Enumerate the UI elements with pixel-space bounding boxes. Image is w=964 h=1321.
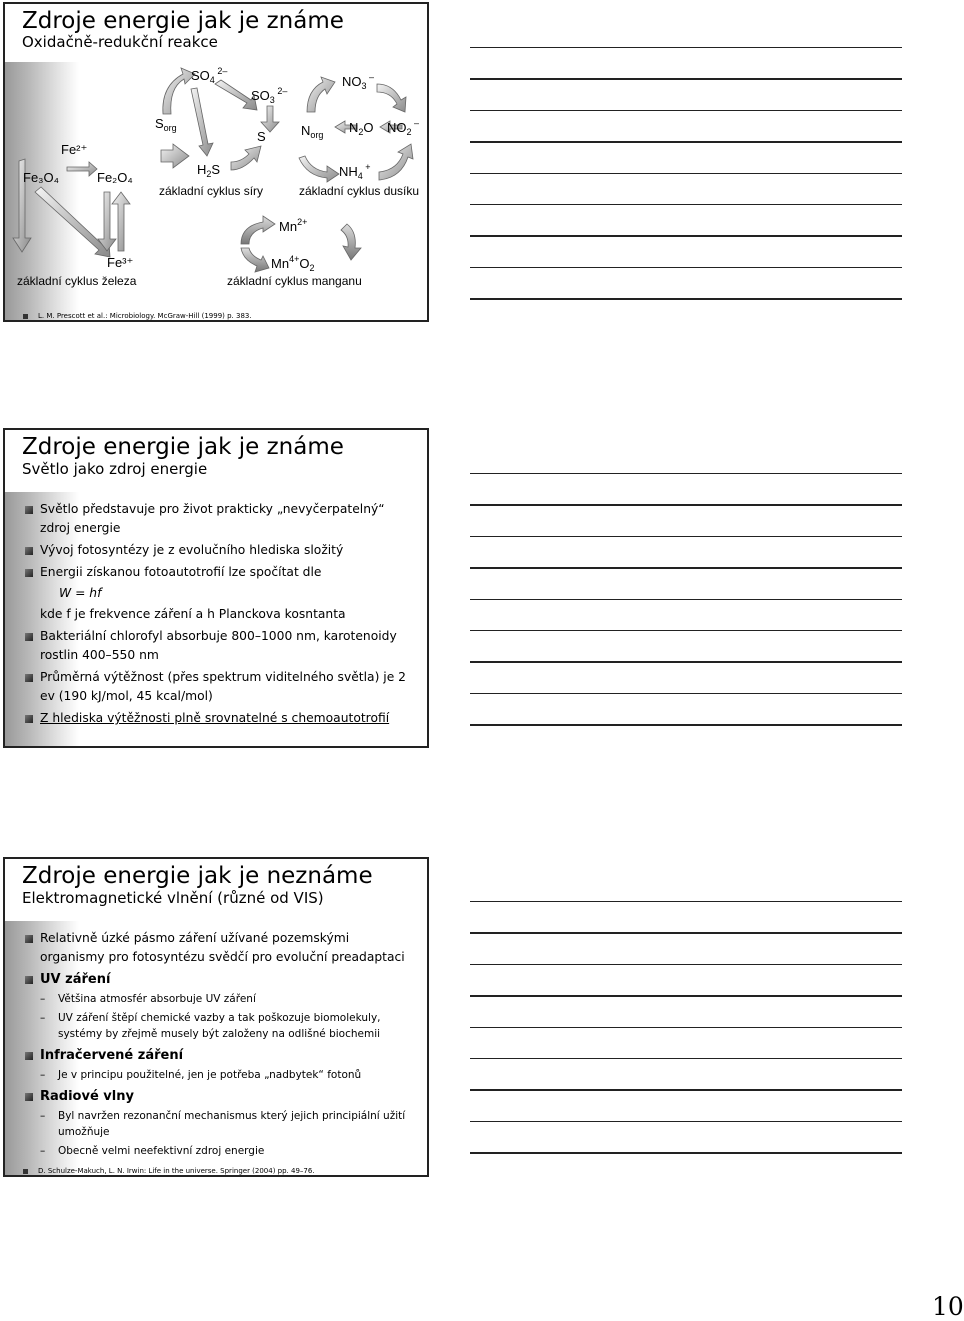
bullet-item: Energii získanou fotoautotrofií lze spočítat dle bbox=[23, 563, 417, 582]
slide-body bbox=[23, 929, 417, 1159]
nitrogen-cycle-caption: základní cyklus dusíku bbox=[299, 184, 420, 198]
mn2-label: $Mn^{2+}$ bbox=[279, 217, 308, 234]
h2s-label: $H_2S$ bbox=[197, 162, 221, 179]
no3-label: $NO_3$ – bbox=[342, 72, 375, 91]
mn4o2-label: $Mn^{4+}O_2$ bbox=[271, 254, 315, 273]
formula-note: kde f je frekvence záření a h Planckova kosntanta bbox=[40, 607, 346, 621]
sub-item: – Obecně velmi neefektivní zdroj energie bbox=[23, 1143, 417, 1159]
slide-light-energy bbox=[3, 428, 429, 748]
slide-title: Zdroje energie jak je známe bbox=[22, 434, 344, 460]
nh4-label: $NH_4$ + bbox=[339, 162, 371, 181]
slide-subtitle: Světlo jako zdroj energie bbox=[22, 460, 208, 478]
slide-title: Zdroje energie jak je známe bbox=[22, 8, 344, 34]
notes-lines-2 bbox=[470, 473, 902, 726]
s-label: S bbox=[257, 129, 266, 144]
iron-cycle-caption: základní cyklus železa bbox=[17, 274, 137, 288]
bullet-item: Z hlediska výtěžnosti plně srovnatelné s chemoautotrofií bbox=[23, 709, 417, 728]
slide-reference: L. M. Prescott et al.: Microbiology. McGraw-Hill (1999) p. 383. bbox=[23, 312, 252, 321]
bullet-item: Relativně úzké pásmo záření užívané pozemskými organismy pro fotosyntézu svědčí pro evoluční preadaptaci bbox=[23, 929, 417, 967]
slide-redox bbox=[3, 2, 429, 322]
bullet-item: Vývoj fotosyntézy je z evolučního hlediska složitý bbox=[23, 541, 417, 560]
bullet-heading: Infračervené záření bbox=[23, 1046, 417, 1065]
sulfur-cycle-arrows bbox=[161, 68, 279, 170]
slide-body bbox=[23, 500, 417, 728]
manganese-cycle-caption: základní cyklus manganu bbox=[227, 274, 362, 288]
sub-item: – UV záření štěpí chemické vazby a tak poškozuje biomolekuly, systémy by zřejmě musely být založeny na odlišné biochemii bbox=[23, 1010, 417, 1042]
so4-label: $SO_4$ $^{2-}$ bbox=[191, 66, 228, 85]
slide-reference: D. Schulze-Makuch, L. N. Irwin: Life in the universe. Springer (2004) pp. 49–76. bbox=[23, 1167, 315, 1176]
slide-title: Zdroje energie jak je neznáme bbox=[22, 863, 373, 889]
sulfur-cycle-caption: základní cyklus síry bbox=[159, 184, 264, 198]
formula: W = hf bbox=[59, 586, 102, 600]
so3-label: $SO_3$ $^{2-}$ bbox=[251, 86, 288, 105]
slide-unknown-energy bbox=[3, 857, 429, 1177]
bullet-heading: Radiové vlny bbox=[23, 1087, 417, 1106]
bullet-item: Světlo představuje pro život prakticky „nevyčerpatelný“ zdroj energie bbox=[23, 500, 417, 538]
notes-lines-1 bbox=[470, 47, 902, 300]
sub-item: – Byl navržen rezonanční mechanismus který jejich principiální užití umožňuje bbox=[23, 1108, 417, 1140]
bullet-heading: UV záření bbox=[23, 970, 417, 989]
sub-item: – Většina atmosfér absorbuje UV záření bbox=[23, 991, 417, 1007]
bullet-item: Bakteriální chlorofyl absorbuje 800–1000 nm, karotenoidy rostlin 400–550 nm bbox=[23, 627, 417, 665]
fe3plus-label: Fe³⁺ bbox=[107, 255, 134, 270]
bullet-item: Průměrná výtěžnost (přes spektrum viditelného světla) je 2 ev (190 kJ/mol, 45 kcal/mol) bbox=[23, 668, 417, 706]
page-number: 10 bbox=[932, 1292, 964, 1321]
sorg-label: $S_{org}$ bbox=[155, 116, 177, 133]
notes-lines-3 bbox=[470, 901, 902, 1154]
fe2o4-label: Fe₂O₄ bbox=[97, 170, 133, 185]
redox-cycles-diagram bbox=[5, 4, 431, 324]
no2-label: $NO_2$ – bbox=[387, 118, 420, 137]
fe3o4-label: Fe₃O₄ bbox=[23, 170, 59, 185]
n2o-label: $N_2O$ bbox=[349, 120, 374, 137]
sub-item: – Je v principu použitelné, jen je potřeba „nadbytek“ fotonů bbox=[23, 1067, 417, 1083]
slide-subtitle: Elektromagnetické vlnění (různé od VIS) bbox=[22, 889, 324, 907]
fe2plus-label: Fe²⁺ bbox=[61, 142, 88, 157]
slide-subtitle: Oxidačně-redukční reakce bbox=[22, 33, 218, 51]
norg-label: $N_{org}$ bbox=[301, 123, 324, 140]
